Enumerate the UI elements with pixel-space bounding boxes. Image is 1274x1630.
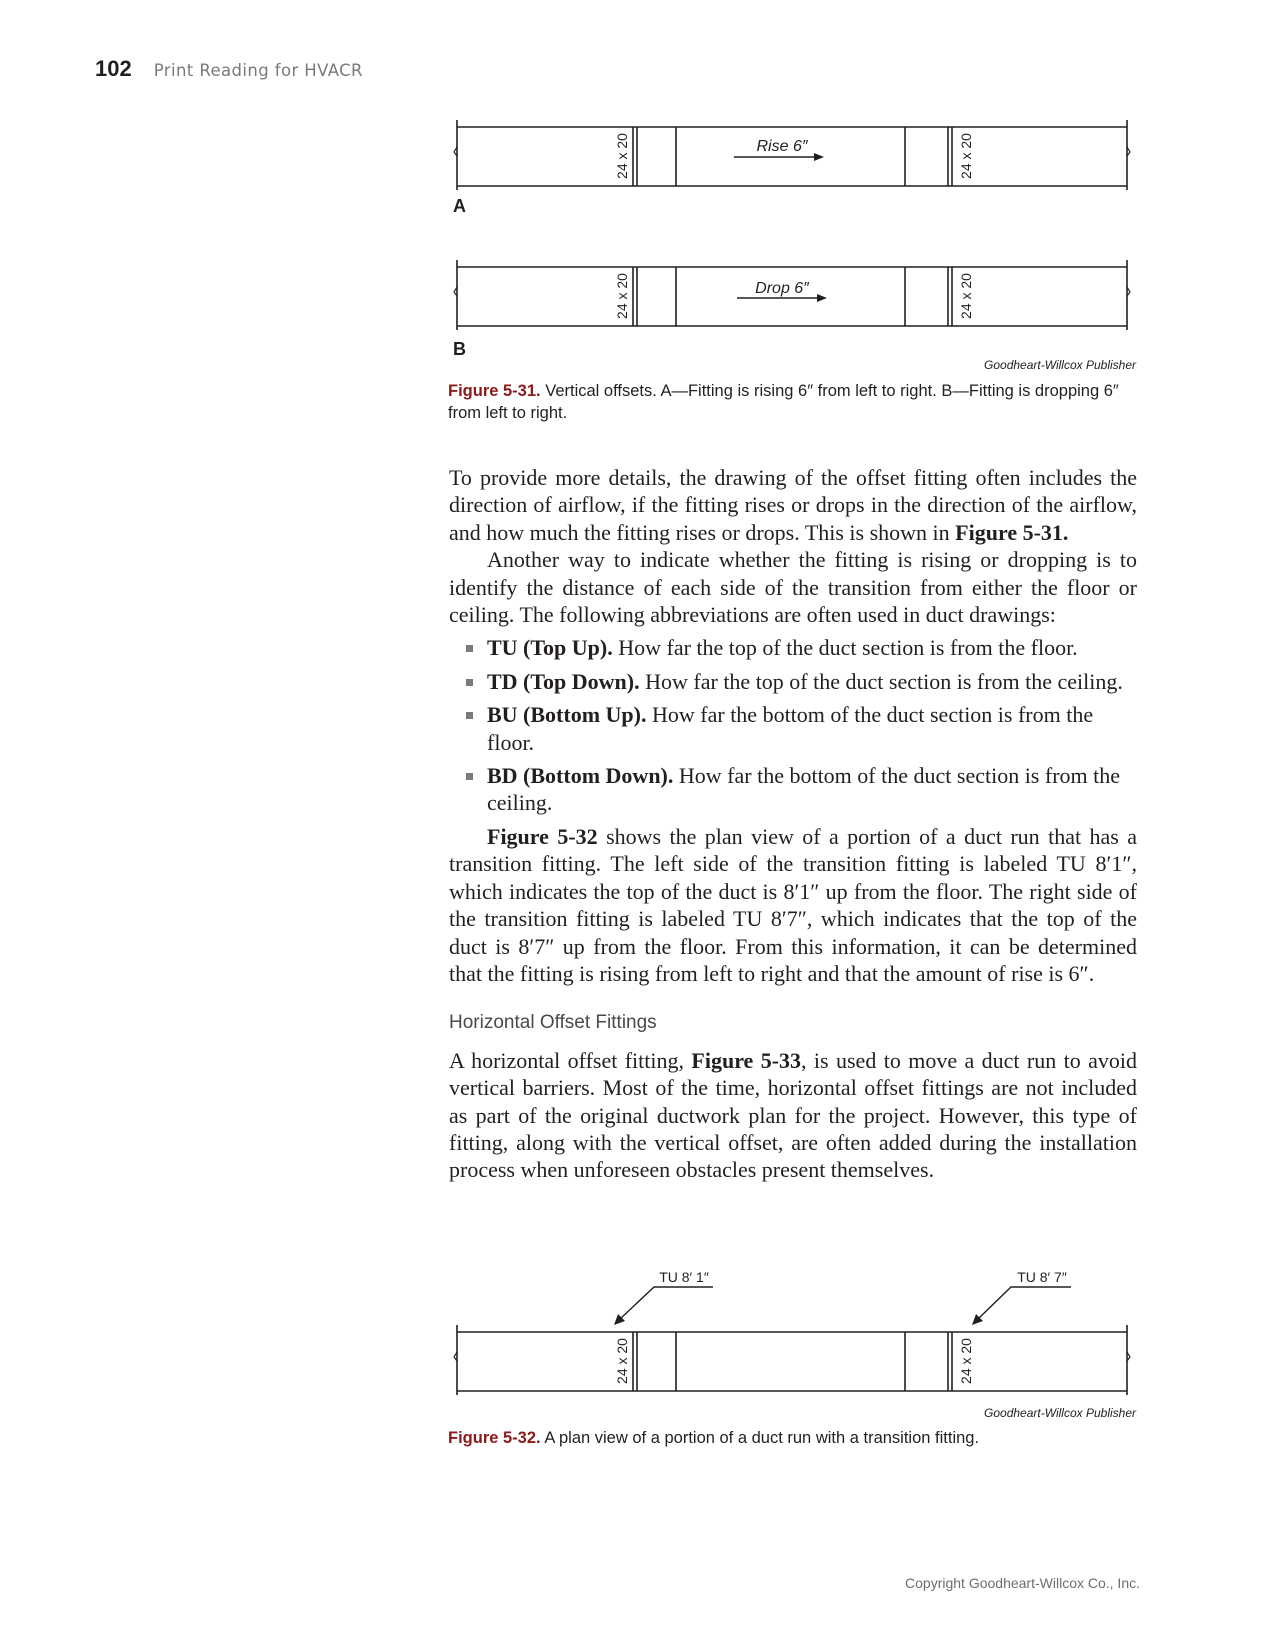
figure-label: Figure 5-31.	[448, 382, 541, 400]
paragraph	[449, 1047, 1137, 1184]
copyright-notice: Copyright Goodheart-Willcox Co., Inc.	[905, 1575, 1140, 1591]
paragraph-text: shows the plan view of a portion of a duct run that has a transition fitting. The left side of the transition fitting is labeled TU 8′1″, which indicates the top of the duct is 8′1″ up from the floor. The right side of the transition fitting is labeled TU 8′7″, which indicates that the top of the duct is 8′7″ up from the floor. From this information, it can be determined that the fitting is rising from left to right and that the amount of rise is 6″.	[449, 823, 1138, 986]
page-header	[95, 56, 363, 82]
figure-5-32	[448, 1262, 1192, 1462]
rise-label: Rise 6″	[756, 138, 808, 155]
tu-right-label: TU 8′ 7″	[1017, 1269, 1067, 1285]
list-text: How far the bottom of the duct section is from the floor.	[487, 702, 1094, 755]
figure-5-31-drawing	[452, 120, 1192, 360]
bullet-icon	[466, 679, 473, 686]
duct-size-label-left: 24 x 20	[614, 1338, 630, 1384]
figure-5-32-drawing	[452, 1262, 1192, 1397]
abbreviation-list	[449, 634, 1137, 816]
duct-size-label-a-right: 24 x 20	[958, 133, 974, 179]
panel-letter-b: B	[453, 339, 466, 359]
figure-reference: Figure 5-31.	[955, 519, 1069, 545]
leader-arrows	[620, 1287, 1071, 1319]
duct-panel-a	[454, 120, 1130, 190]
paragraph	[449, 464, 1137, 546]
list-text: How far the top of the duct section is from the ceiling.	[645, 668, 1123, 694]
paragraph-text: To provide more details, the drawing of the offset fitting often includes the direction of airflow, if the fitting rises or drops in the direction of the airflow, and how much the fitting rises or drops. This is shown in	[449, 465, 1137, 545]
paragraph	[449, 823, 1137, 987]
figure-credit: Goodheart-Willcox Publisher	[984, 1406, 1136, 1420]
duct-size-label-a-left: 24 x 20	[614, 133, 630, 179]
paragraph: Another way to indicate whether the fitting is rising or dropping is to identify the distance of each side of the transition from either the floor or ceiling. The following abbreviations are often used in duct drawings:	[449, 547, 1137, 628]
duct-size-label-b-right: 24 x 20	[958, 273, 974, 319]
bullet-icon	[466, 645, 473, 652]
panel-letter-a: A	[453, 196, 466, 216]
figure-label: Figure 5-32.	[448, 1429, 541, 1447]
list-term: BD (Bottom Down).	[487, 763, 674, 789]
figure-credit: Goodheart-Willcox Publisher	[984, 358, 1136, 372]
list-item	[487, 668, 1137, 695]
list-term: TD (Top Down).	[487, 668, 640, 694]
bullet-icon	[466, 773, 473, 780]
list-term: BU (Bottom Up).	[487, 702, 647, 728]
list-item	[487, 762, 1137, 817]
caption-text: A plan view of a portion of a duct run with a transition fitting.	[544, 1429, 980, 1447]
list-term: TU (Top Up).	[487, 635, 613, 661]
list-text: How far the bottom of the duct section is from the ceiling.	[487, 763, 1121, 816]
paragraph-text: A horizontal offset fitting,	[449, 1047, 692, 1073]
figure-reference: Figure 5-33	[691, 1047, 802, 1073]
section-heading: Horizontal Offset Fittings	[449, 1012, 657, 1034]
page-number: 102	[95, 56, 132, 81]
figure-caption	[448, 1427, 1148, 1449]
caption-text: Vertical offsets. A—Fitting is rising 6″ from left to right. B—Fitting is dropping 6″ from left to right.	[448, 382, 1119, 422]
body-text	[449, 464, 1137, 1184]
paragraph-text: , is used to move a duct run to avoid vertical barriers. Most of the time, horizontal offset fittings are not included as part of the original ductwork plan for the project. However, this type of fitting, along with the vertical offset, are often added during the installation process when unforeseen obstacles present themselves.	[449, 1047, 1137, 1183]
bullet-icon	[466, 712, 473, 719]
list-item	[487, 634, 1137, 661]
tu-left-label: TU 8′ 1″	[659, 1269, 709, 1285]
duct-size-label-b-left: 24 x 20	[614, 273, 630, 319]
figure-caption	[448, 380, 1148, 424]
figure-reference: Figure 5-32	[487, 823, 598, 849]
duct-size-label-right: 24 x 20	[958, 1338, 974, 1384]
list-text: How far the top of the duct section is from the floor.	[618, 635, 1078, 661]
running-title: Print Reading for HVACR	[153, 61, 363, 80]
figure-5-31	[448, 120, 1192, 432]
list-item	[487, 701, 1137, 756]
duct-plan	[454, 1325, 1130, 1395]
drop-label: Drop 6″	[755, 280, 809, 297]
